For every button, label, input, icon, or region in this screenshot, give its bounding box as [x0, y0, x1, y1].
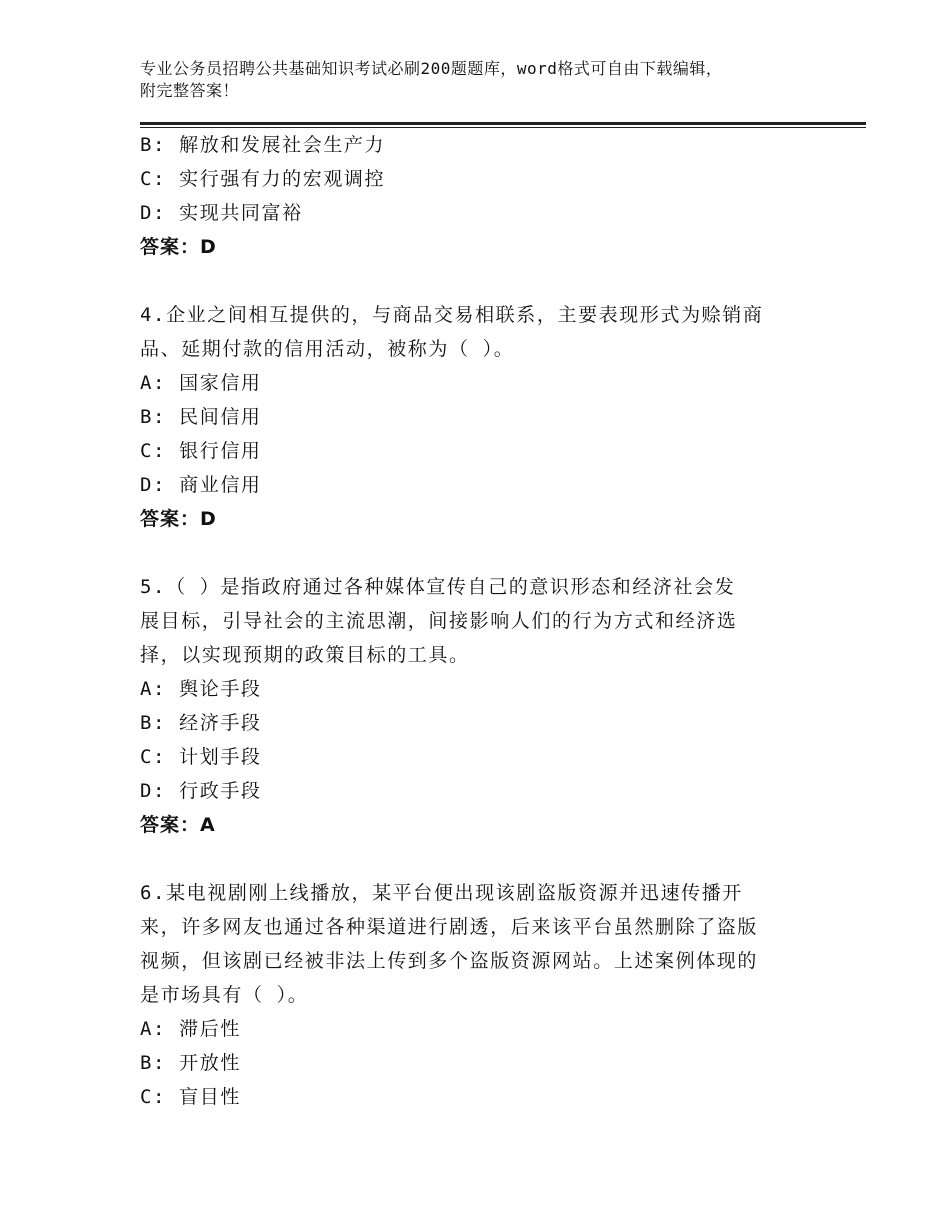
option-b: B: 民间信用: [140, 406, 262, 428]
question-stem: 择，以实现预期的政策目标的工具。: [140, 644, 470, 666]
question-4: [140, 298, 830, 536]
question-stem: 6.某电视剧刚上线播放，某平台便出现该剧盗版资源并迅速传播开: [140, 882, 743, 904]
option-d: D: 实现共同富裕: [140, 202, 303, 224]
option-b: B: 开放性: [140, 1052, 241, 1074]
option-a: A: 国家信用: [140, 372, 262, 394]
option-c: C: 盲目性: [140, 1086, 241, 1108]
answer: 答案：D: [140, 508, 217, 530]
answer: 答案：D: [140, 236, 217, 258]
header-line-1: 专业公务员招聘公共基础知识考试必刷200题题库，word格式可自由下载编辑，: [140, 59, 723, 78]
option-d: D: 商业信用: [140, 474, 262, 496]
header-line-2: 附完整答案！: [140, 81, 240, 100]
question-stem: 展目标，引导社会的主流思潮，间接影响人们的行为方式和经济选: [140, 610, 738, 632]
option-a: A: 舆论手段: [140, 678, 262, 700]
question-stem: 是市场具有（ ）。: [140, 984, 309, 1006]
option-c: C: 实行强有力的宏观调控: [140, 168, 386, 190]
question-6: [140, 876, 830, 1114]
option-a: A: 滞后性: [140, 1018, 241, 1040]
answer: 答案：A: [140, 814, 216, 836]
document-header: [140, 58, 820, 102]
question-stem: 品、延期付款的信用活动，被称为（ ）。: [140, 338, 515, 360]
question-stem: 视频，但该剧已经被非法上传到多个盗版资源网站。上述案例体现的: [140, 950, 759, 972]
question-stem: 4.企业之间相互提供的，与商品交易相联系，主要表现形式为赊销商: [140, 304, 764, 326]
option-c: C: 银行信用: [140, 440, 262, 462]
spacer: [140, 536, 830, 570]
option-c: C: 计划手段: [140, 746, 262, 768]
question-3: [140, 128, 830, 264]
spacer: [140, 264, 830, 298]
question-list: [140, 128, 830, 1114]
header-divider-thick: [140, 122, 866, 125]
option-b: B: 解放和发展社会生产力: [140, 134, 386, 156]
option-d: D: 行政手段: [140, 780, 262, 802]
option-b: B: 经济手段: [140, 712, 262, 734]
spacer: [140, 842, 830, 876]
question-5: [140, 570, 830, 842]
question-stem: 来，许多网友也通过各种渠道进行剧透，后来该平台虽然删除了盗版: [140, 916, 759, 938]
question-stem: 5.（ ）是指政府通过各种媒体宣传自己的意识形态和经济社会发: [140, 576, 736, 598]
